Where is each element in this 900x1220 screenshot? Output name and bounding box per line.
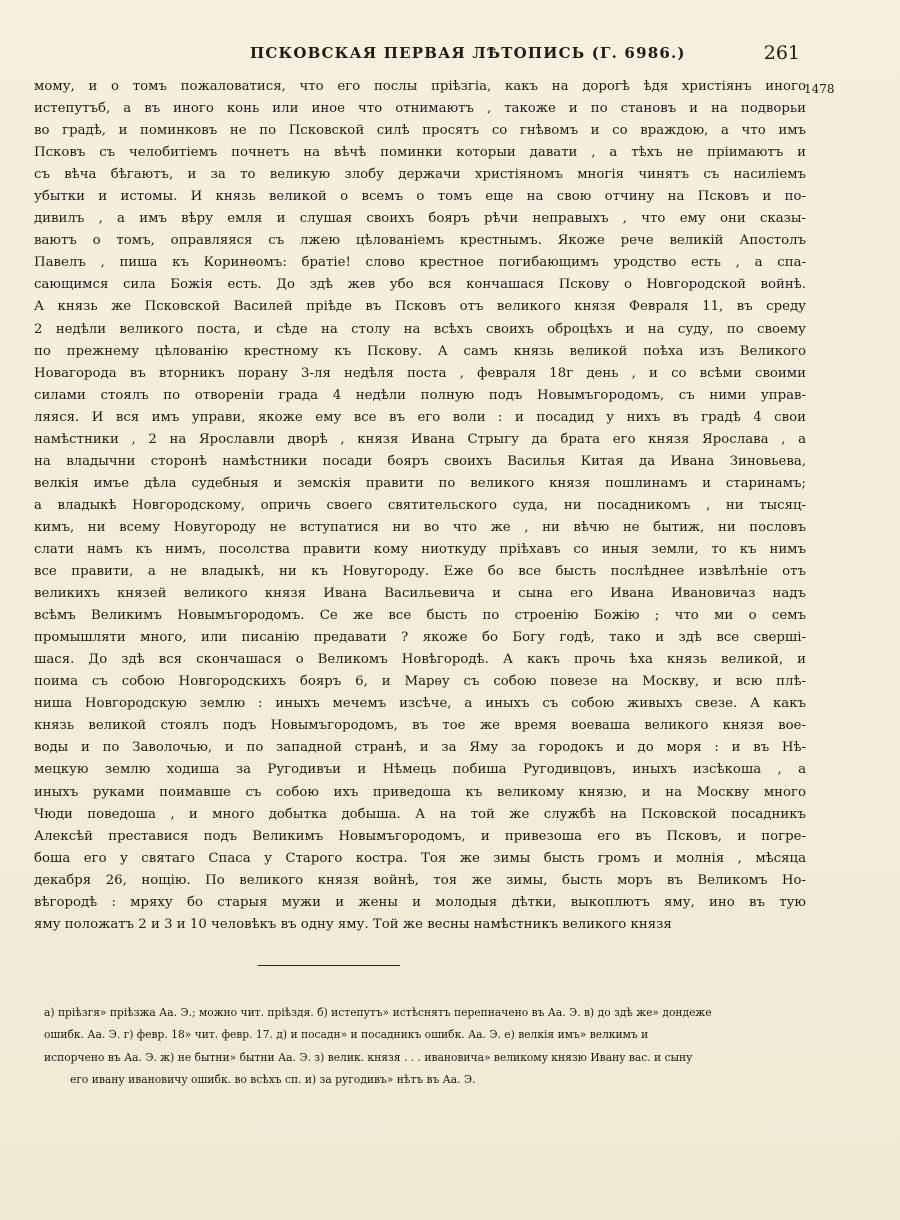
text-line: вѣгородѣ : мряху бо старыя мужи и жены и молодыя дѣтки, выкоплютъ яму, ино въ тую — [34, 894, 806, 910]
text-line: силами стоялъ по отворенiи града 4 недѣли полную подъ Новымъгородомъ, съ ними управ- — [34, 387, 806, 403]
running-title: ПСКОВСКАЯ ПЕРВАЯ ЛѢТОПИСЬ (Г. 6986.) — [250, 44, 686, 62]
footnote-line: ошибк. Аа. Э. г) февр. 18» чит. февр. 17. д) и посадн» и посадникъ ошибк. Аа. Э. е) велкiя имъ» велкимъ и — [44, 1028, 649, 1042]
text-line: сающимся сила Божiя есть. До здѣ жев убо вся кончашася Пскову о Новгородской войнѣ. — [34, 277, 806, 293]
text-line: во градѣ, и поминковъ не по Псковской силѣ просятъ со гнѣвомъ и со враждою, а что имъ — [34, 123, 806, 139]
text-line: а владыкѣ Новгородскому, опричь своего святительского суда, ни посадникомъ , ни тысяц- — [34, 497, 806, 513]
year-margin-note: 1478 — [804, 82, 835, 96]
text-line: шася. До здѣ вся скончашася о Великомъ Новѣгородѣ. А какъ прочь ѣха князь великой, и — [34, 652, 806, 668]
footnotes — [44, 1002, 814, 1091]
text-line: на владычни сторонѣ намѣстники посади бояръ своихъ Василья Китая да Ивана Зиновьева, — [34, 453, 806, 469]
text-line: дивилъ , а имъ вѣру емля и слушая своихъ бояръ рѣчи неправыхъ , что ему они сказы- — [34, 211, 806, 227]
footnote-line: испорчено въ Аа. Э. ж) не бытни» бытни Аа. Э. з) велик. князя . . . ивановича» великому князю Ивану вас. и сыну — [44, 1050, 693, 1064]
text-line: всѣмъ Великимъ Новымъгородомъ. Се же все бысть по строенiю Божiю ; что ми о семъ — [34, 608, 806, 624]
text-line: поима съ собою Новгородскихъ бояръ 6, и Марѳу съ собою повезе на Москву, и всю плѣ- — [34, 674, 806, 690]
page-number: 261 — [763, 42, 800, 64]
text-line: промышляти много, или писанiю предавати ? якоже бо Богу годѣ, тако и здѣ все свершi- — [34, 630, 806, 646]
text-line: яму положатъ 2 и 3 и 10 человѣкъ въ одну яму. Той же весны намѣстникъ великого князя — [34, 916, 672, 932]
text-line: А князь же Псковской Василей прiѣде въ Псковъ отъ великого князя Февраля 11, въ среду — [34, 299, 806, 315]
page-header — [180, 44, 800, 66]
text-line: ляяся. И вся имъ управи, якоже ему все въ его воли : и посадид у нихъ въ градѣ 4 свои — [34, 409, 806, 425]
chronicle-text — [34, 76, 806, 936]
text-line: мецкую землю ходиша за Ругодивъи и Нѣмець побиша Ругодивцовъ, иныхъ изсѣкоша , а — [34, 762, 806, 778]
text-line: Алексѣй преставися подъ Великимъ Новымъгородомъ, и привезоша его въ Псковъ, и погре- — [34, 828, 806, 844]
text-line: 2 недѣли великого поста, и сѣде на столу на всѣхъ своихъ оброцѣхъ и на суду, по своему — [34, 321, 806, 337]
text-line: слати намъ къ нимъ, посолства правити кому ниоткуду прiѣхавъ со иныя земли, то къ нимъ — [34, 541, 806, 557]
text-line: намѣстники , 2 на Ярославли дворѣ , князя Ивана Стрыгу да брата его князя Ярослава , а — [34, 431, 806, 447]
text-line: убытки и истомы. И князь великой о всемъ о томъ еще на свою отчину на Псковъ и по- — [34, 189, 806, 205]
text-line: боша его у святаго Спаса у Старого костра. Тоя же зимы бысть громъ и молнiя , мѣсяца — [34, 850, 806, 866]
footnote-divider — [258, 965, 400, 966]
text-line: Псковъ съ челобитiемъ почнетъ на вѣчѣ поминки которыи давати , а тѣхъ не прiимаютъ и — [34, 145, 806, 161]
text-line: Новагорода въ вторникъ порану 3-ля недѣля поста , февраля 18г день , и со всѣми своими — [34, 365, 806, 381]
footnote-line: а) прiѣзгя» прiѣзжа Аа. Э.; можно чит. прiѣздя. б) истепутъ» истѣснятъ перепначено въ Аа. Э. в) до здѣ же» дондеже — [44, 1006, 712, 1019]
text-line: мому, и о томъ пожаловатися, что его послы прiѣзгiа, какъ на дорогѣ ѣдя христiянъ иного — [34, 79, 806, 94]
text-line: воды и по Заволочью, и по западной странѣ, и за Яму за городокъ и до моря : и въ Нѣ- — [34, 740, 806, 756]
text-line: Чюди поведоша , и много добытка добыша. А на той же службѣ на Псковской посадникъ — [34, 806, 806, 822]
text-line: велкiя имъе дѣла судебныя и земскiя правити по великого князя пошлинамъ и старинамъ; — [34, 475, 806, 491]
text-line: истепутъб, а въ иного конь или иное что отнимаютъ , такоже и по становъ и на подворьи — [34, 101, 806, 117]
footnote-line: его ивану ивановичу ошибк. во всѣхъ сп. и) за ругодивъ» нѣтъ въ Аа. Э. — [70, 1072, 476, 1086]
text-line: ваютъ о томъ, оправляяся съ лжею цѣлованiемъ крестнымъ. Якоже рече великiй Апостолъ — [34, 233, 806, 249]
text-line: иныхъ руками поимавше съ собою ихъ приведоша къ великому князю, и на Москву много — [34, 784, 806, 800]
text-line: князь великой стоялъ подъ Новымъгородомъ, въ тое же время воеваша великого князя вое- — [34, 718, 806, 734]
text-line: декабря 26, нощiю. По великого князя войнѣ, тоя же зимы, бысть моръ въ Великомъ Но- — [34, 872, 806, 888]
text-line: кимъ, ни всему Новугороду не вступатися ни во что же , ни вѣчю не бытиж, ни пословъ — [34, 519, 806, 535]
text-line: великихъ князей великого князя Ивана Васильевича и сына его Ивана Ивановичаз надъ — [34, 586, 806, 602]
text-line: по прежнему цѣлованiю крестному къ Пскову. А самъ князь великой поѣха изъ Великого — [34, 343, 806, 359]
text-line: Павелъ , пиша къ Коринѳомъ: братiе! слово крестное погибающимъ уродство есть , а спа- — [34, 255, 806, 271]
text-line: съ вѣча бѣгаютъ, и за то великую злобу держачи христiяномъ многiя чинятъ съ насилiемъ — [34, 167, 806, 183]
text-line: ниша Новгородскую землю : иныхъ мечемъ изсѣче, а иныхъ съ собою живыхъ свезе. А какъ — [34, 696, 806, 712]
text-line: все правити, а не владыкѣ, ни къ Новугороду. Еже бо все бысть послѣднее извѣлѣнiе отъ — [34, 564, 806, 580]
